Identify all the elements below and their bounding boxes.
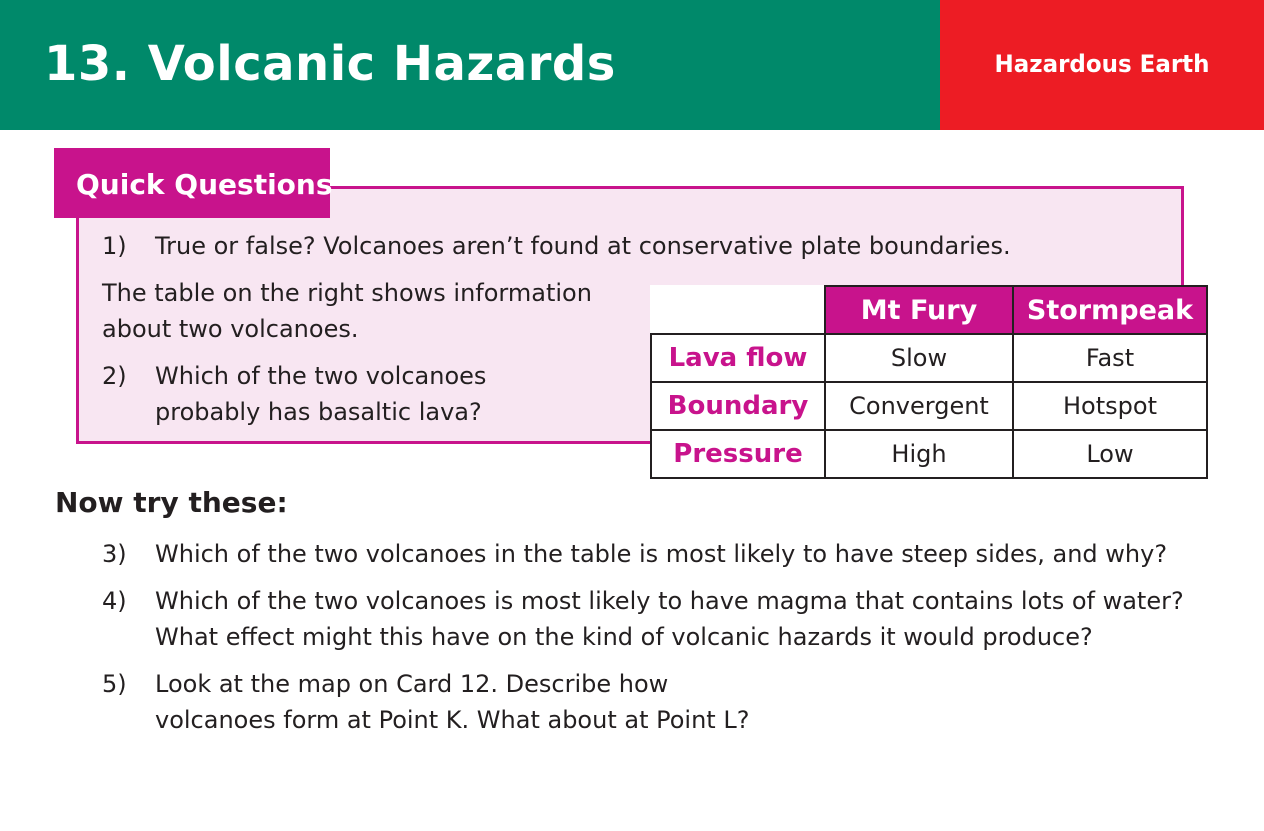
quick-questions-label: Quick Questions <box>76 168 333 201</box>
table-col-header: Stormpeak <box>1013 286 1207 334</box>
table-row-header: Boundary <box>651 382 825 430</box>
question-1-number: 1) <box>102 232 127 260</box>
table-row-header: Lava flow <box>651 334 825 382</box>
question-4-line-2: What effect might this have on the kind of volcanic hazards it would produce? <box>155 623 1093 651</box>
table-row <box>651 430 1207 478</box>
table-row <box>651 382 1207 430</box>
table-cell: Fast <box>1013 334 1207 382</box>
intro-line-1: The table on the right shows information <box>102 279 592 307</box>
table-row-header: Pressure <box>651 430 825 478</box>
question-2-line-2: probably has basaltic lava? <box>155 398 482 426</box>
table-cell: Low <box>1013 430 1207 478</box>
table-cell: Hotspot <box>1013 382 1207 430</box>
table-cell: High <box>825 430 1013 478</box>
now-try-heading: Now try these: <box>55 486 288 519</box>
question-1-text: True or false? Volcanoes aren’t found at conservative plate boundaries. <box>155 232 1011 260</box>
table-row <box>651 334 1207 382</box>
page-title: 13. Volcanic Hazards <box>44 36 616 92</box>
question-3-text: Which of the two volcanoes in the table is most likely to have steep sides, and why? <box>155 540 1168 568</box>
volcano-table <box>650 285 1208 479</box>
question-5-line-1: Look at the map on Card 12. Describe how <box>155 670 669 698</box>
quick-questions-tab <box>54 148 333 218</box>
table-header-row <box>651 286 1207 334</box>
table-col-header: Mt Fury <box>825 286 1013 334</box>
section-banner <box>940 0 1264 130</box>
intro-line-2: about two volcanoes. <box>102 315 359 343</box>
table-corner <box>651 286 825 334</box>
question-5-number: 5) <box>102 670 127 698</box>
header-banner <box>0 0 940 130</box>
question-5-line-2: volcanoes form at Point K. What about at Point L? <box>155 706 750 734</box>
section-label: Hazardous Earth <box>994 50 1210 78</box>
question-2-line-1: Which of the two volcanoes <box>155 362 487 390</box>
question-4-line-1: Which of the two volcanoes is most likely to have magma that contains lots of water? <box>155 587 1184 615</box>
table-cell: Convergent <box>825 382 1013 430</box>
question-4-number: 4) <box>102 587 127 615</box>
question-2-number: 2) <box>102 362 127 390</box>
table-cell: Slow <box>825 334 1013 382</box>
question-3-number: 3) <box>102 540 127 568</box>
